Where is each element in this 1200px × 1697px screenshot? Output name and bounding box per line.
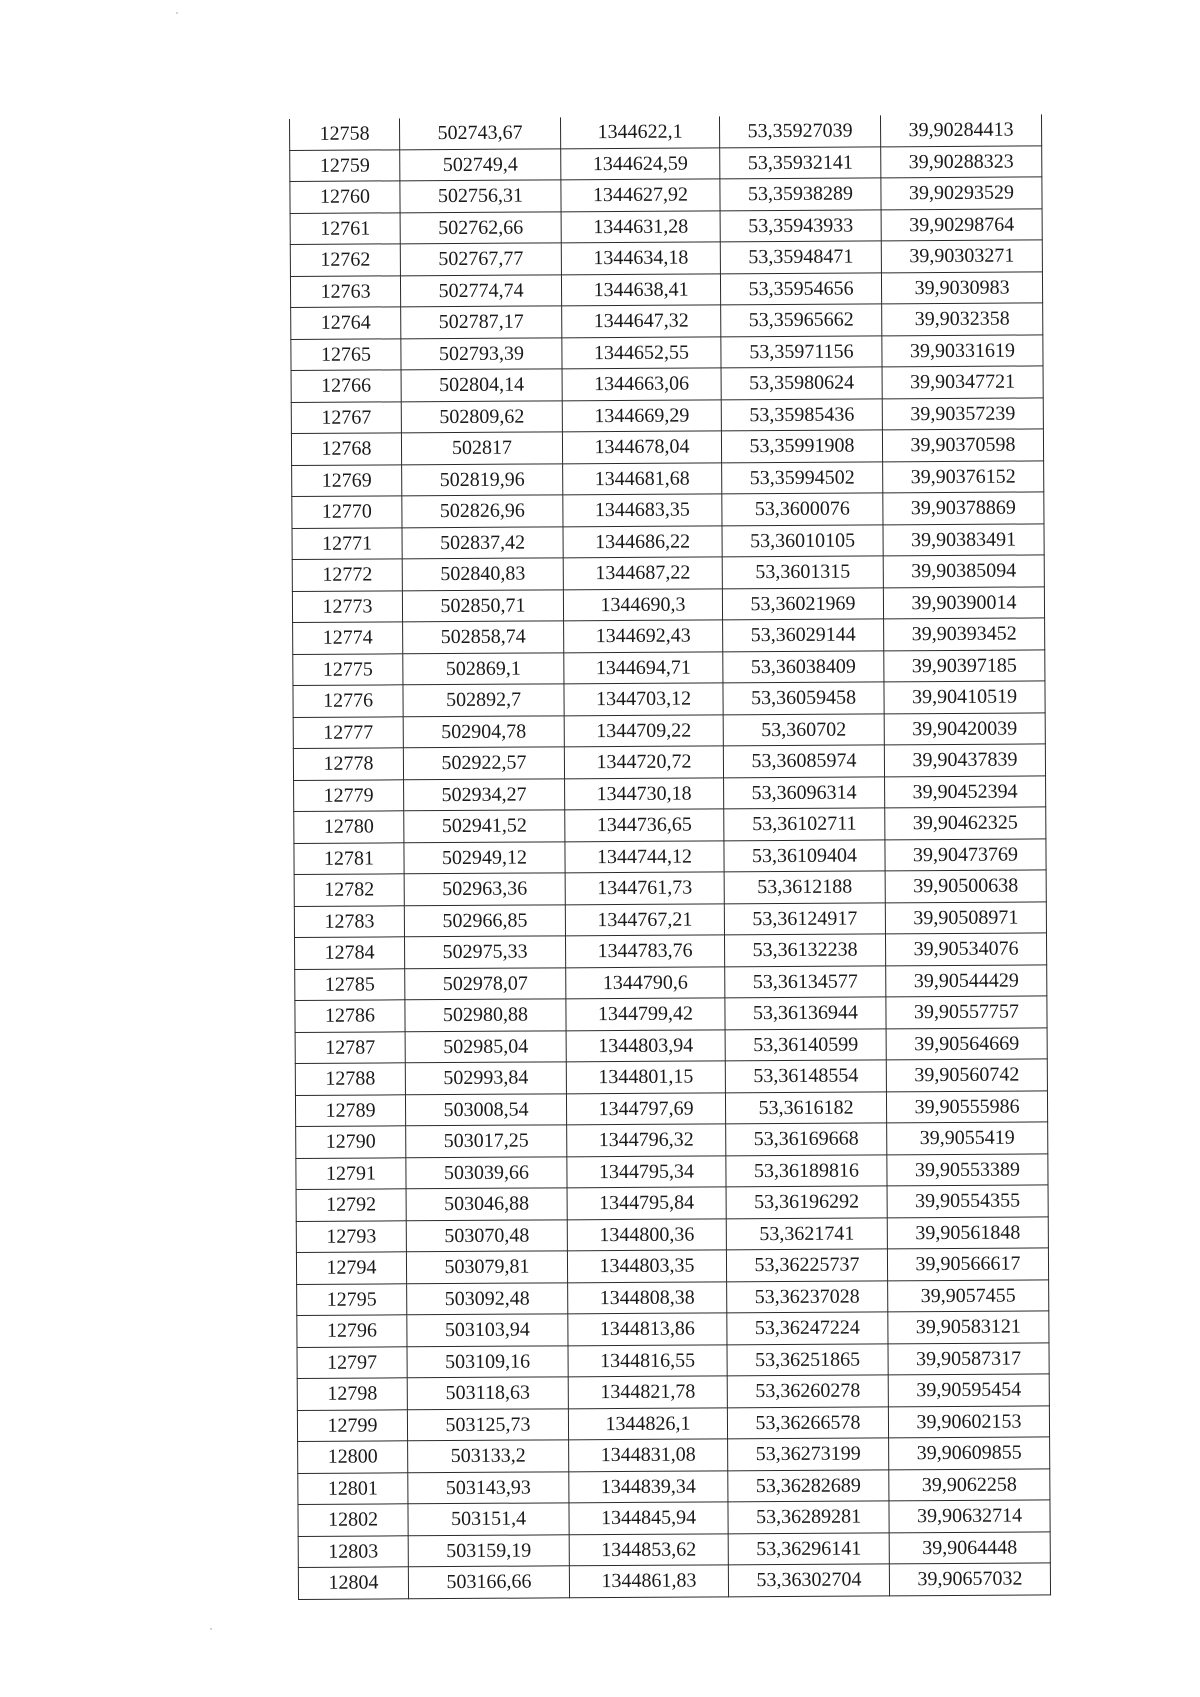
y-coordinate-cell: 1344631,28 — [561, 210, 720, 242]
table-row — [290, 177, 1042, 213]
latitude-cell: 53,36134577 — [725, 965, 886, 997]
y-coordinate-cell: 1344795,84 — [567, 1187, 726, 1219]
scan-speck — [176, 12, 178, 14]
y-coordinate-cell: 1344795,34 — [567, 1155, 726, 1187]
x-coordinate-cell: 502963,36 — [404, 873, 565, 905]
y-coordinate-cell: 1344709,22 — [564, 714, 723, 746]
table-row — [297, 1405, 1049, 1441]
latitude-cell: 53,36140599 — [725, 1028, 886, 1060]
x-coordinate-cell: 503151,4 — [408, 1503, 569, 1535]
latitude-cell: 53,36038409 — [723, 650, 884, 682]
longitude-cell: 39,90385094 — [883, 555, 1044, 587]
point-number-cell: 12797 — [297, 1346, 407, 1378]
y-coordinate-cell: 1344624,59 — [561, 147, 720, 179]
point-number-cell: 12773 — [292, 590, 402, 622]
y-coordinate-cell: 1344803,35 — [567, 1250, 726, 1282]
latitude-cell: 53,36109404 — [724, 839, 885, 871]
table-row — [293, 744, 1045, 780]
longitude-cell: 39,9055419 — [887, 1122, 1048, 1154]
table-row — [295, 1027, 1047, 1063]
y-coordinate-cell: 1344813,86 — [568, 1313, 727, 1345]
table-row — [295, 1090, 1047, 1126]
y-coordinate-cell: 1344736,65 — [565, 809, 724, 841]
y-coordinate-cell: 1344790,6 — [566, 966, 725, 998]
x-coordinate-cell: 502975,33 — [404, 936, 565, 968]
longitude-cell: 39,90602153 — [888, 1405, 1049, 1437]
table-row — [296, 1122, 1048, 1158]
longitude-cell: 39,90397185 — [884, 649, 1045, 681]
longitude-cell: 39,90298764 — [881, 208, 1042, 240]
x-coordinate-cell: 503046,88 — [406, 1188, 567, 1220]
x-coordinate-cell: 502858,74 — [403, 621, 564, 653]
point-number-cell: 12785 — [295, 968, 405, 1000]
latitude-cell: 53,36189816 — [726, 1154, 887, 1186]
latitude-cell: 53,3621741 — [726, 1217, 887, 1249]
table-row — [295, 964, 1047, 1000]
x-coordinate-cell: 502756,31 — [400, 180, 561, 212]
latitude-cell: 53,35965662 — [721, 304, 882, 336]
latitude-cell: 53,35985436 — [721, 398, 882, 430]
point-number-cell: 12791 — [296, 1157, 406, 1189]
y-coordinate-cell: 1344783,76 — [565, 935, 724, 967]
point-number-cell: 12780 — [294, 811, 404, 843]
longitude-cell: 39,90564669 — [886, 1027, 1047, 1059]
x-coordinate-cell: 503092,48 — [407, 1282, 568, 1314]
longitude-cell: 39,90500638 — [885, 870, 1046, 902]
x-coordinate-cell: 502819,96 — [402, 463, 563, 495]
x-coordinate-cell: 502922,57 — [403, 747, 564, 779]
x-coordinate-cell: 502762,66 — [400, 211, 561, 243]
table-row — [290, 208, 1042, 244]
y-coordinate-cell: 1344694,71 — [564, 651, 723, 683]
longitude-cell: 39,9062258 — [889, 1468, 1050, 1500]
table-row — [293, 618, 1045, 654]
longitude-cell: 39,90293529 — [881, 177, 1042, 209]
x-coordinate-cell: 502749,4 — [400, 148, 561, 180]
y-coordinate-cell: 1344681,68 — [563, 462, 722, 494]
table-row — [298, 1500, 1050, 1536]
latitude-cell: 53,36029144 — [723, 619, 884, 651]
x-coordinate-cell: 502892,7 — [403, 684, 564, 716]
point-number-cell: 12803 — [298, 1535, 408, 1567]
longitude-cell: 39,90452394 — [885, 775, 1046, 807]
x-coordinate-cell: 502826,96 — [402, 495, 563, 527]
point-number-cell: 12777 — [293, 716, 403, 748]
x-coordinate-cell: 503039,66 — [406, 1156, 567, 1188]
table-row — [295, 1059, 1047, 1095]
table-row — [296, 1216, 1048, 1252]
latitude-cell: 53,360702 — [723, 713, 884, 745]
point-number-cell: 12802 — [298, 1504, 408, 1536]
longitude-cell: 39,90370598 — [882, 429, 1043, 461]
latitude-cell: 53,36136944 — [725, 997, 886, 1029]
y-coordinate-cell: 1344796,32 — [567, 1124, 726, 1156]
x-coordinate-cell: 503079,81 — [406, 1251, 567, 1283]
point-number-cell: 12790 — [296, 1126, 406, 1158]
table-row — [296, 1248, 1048, 1284]
latitude-cell: 53,35954656 — [720, 272, 881, 304]
longitude-cell: 39,9064448 — [889, 1531, 1050, 1563]
y-coordinate-cell: 1344622,1 — [560, 116, 719, 148]
y-coordinate-cell: 1344663,06 — [562, 368, 721, 400]
point-number-cell: 12768 — [291, 433, 401, 465]
coordinates-table-body — [290, 114, 1051, 1599]
longitude-cell: 39,90557757 — [886, 996, 1047, 1028]
point-number-cell: 12764 — [291, 307, 401, 339]
x-coordinate-cell: 503166,66 — [408, 1566, 569, 1598]
longitude-cell: 39,90390014 — [883, 586, 1044, 618]
point-number-cell: 12759 — [290, 149, 400, 181]
latitude-cell: 53,35980624 — [721, 367, 882, 399]
point-number-cell: 12782 — [294, 874, 404, 906]
longitude-cell: 39,90357239 — [882, 397, 1043, 429]
x-coordinate-cell: 502993,84 — [405, 1062, 566, 1094]
x-coordinate-cell: 502966,85 — [404, 904, 565, 936]
longitude-cell: 39,90383491 — [883, 523, 1044, 555]
x-coordinate-cell: 503103,94 — [407, 1314, 568, 1346]
longitude-cell: 39,90288323 — [881, 145, 1042, 177]
x-coordinate-cell: 503133,2 — [408, 1440, 569, 1472]
table-row — [296, 1185, 1048, 1221]
y-coordinate-cell: 1344703,12 — [564, 683, 723, 715]
point-number-cell: 12776 — [293, 685, 403, 717]
longitude-cell: 39,90554355 — [887, 1185, 1048, 1217]
latitude-cell: 53,3600076 — [722, 493, 883, 525]
scan-speck — [210, 1628, 212, 1630]
x-coordinate-cell: 503109,16 — [407, 1345, 568, 1377]
latitude-cell: 53,36169668 — [726, 1123, 887, 1155]
longitude-cell: 39,90561848 — [887, 1216, 1048, 1248]
x-coordinate-cell: 502817 — [401, 432, 562, 464]
x-coordinate-cell: 502787,17 — [401, 306, 562, 338]
latitude-cell: 53,36059458 — [723, 682, 884, 714]
y-coordinate-cell: 1344652,55 — [562, 336, 721, 368]
y-coordinate-cell: 1344638,41 — [561, 273, 720, 305]
latitude-cell: 53,36132238 — [724, 934, 885, 966]
table-row — [294, 807, 1046, 843]
y-coordinate-cell: 1344816,55 — [568, 1344, 727, 1376]
longitude-cell: 39,90376152 — [883, 460, 1044, 492]
table-row — [292, 460, 1044, 496]
y-coordinate-cell: 1344634,18 — [561, 242, 720, 274]
latitude-cell: 53,35927039 — [719, 115, 880, 147]
point-number-cell: 12770 — [292, 496, 402, 528]
point-number-cell: 12758 — [290, 118, 400, 150]
point-number-cell: 12783 — [294, 905, 404, 937]
table-row — [294, 933, 1046, 969]
table-row — [297, 1342, 1049, 1378]
latitude-cell: 53,35991908 — [721, 430, 882, 462]
latitude-cell: 53,36102711 — [724, 808, 885, 840]
table-row — [294, 870, 1046, 906]
longitude-cell: 39,90566617 — [887, 1248, 1048, 1280]
table-row — [298, 1468, 1050, 1504]
table-row — [295, 996, 1047, 1032]
longitude-cell: 39,90462325 — [885, 807, 1046, 839]
longitude-cell: 39,90587317 — [888, 1342, 1049, 1374]
latitude-cell: 53,3616182 — [725, 1091, 886, 1123]
x-coordinate-cell: 502869,1 — [403, 652, 564, 684]
point-number-cell: 12763 — [290, 275, 400, 307]
point-number-cell: 12795 — [297, 1283, 407, 1315]
point-number-cell: 12771 — [292, 527, 402, 559]
point-number-cell: 12760 — [290, 181, 400, 213]
longitude-cell: 39,90609855 — [889, 1437, 1050, 1469]
x-coordinate-cell: 502850,71 — [402, 589, 563, 621]
y-coordinate-cell: 1344730,18 — [565, 777, 724, 809]
longitude-cell: 39,90595454 — [888, 1374, 1049, 1406]
y-coordinate-cell: 1344686,22 — [563, 525, 722, 557]
latitude-cell: 53,36260278 — [727, 1375, 888, 1407]
y-coordinate-cell: 1344761,73 — [565, 872, 724, 904]
y-coordinate-cell: 1344800,36 — [567, 1218, 726, 1250]
coordinates-table — [289, 114, 1051, 1599]
longitude-cell: 39,90347721 — [882, 366, 1043, 398]
y-coordinate-cell: 1344720,72 — [564, 746, 723, 778]
latitude-cell: 53,36302704 — [728, 1564, 889, 1596]
point-number-cell: 12762 — [290, 244, 400, 276]
latitude-cell: 53,36273199 — [728, 1438, 889, 1470]
longitude-cell: 39,90583121 — [888, 1311, 1049, 1343]
table-row — [297, 1374, 1049, 1410]
x-coordinate-cell: 502980,88 — [405, 999, 566, 1031]
y-coordinate-cell: 1344799,42 — [566, 998, 725, 1030]
table-row — [291, 334, 1043, 370]
point-number-cell: 12761 — [290, 212, 400, 244]
x-coordinate-cell: 502949,12 — [404, 841, 565, 873]
longitude-cell: 39,90553389 — [887, 1153, 1048, 1185]
x-coordinate-cell: 503008,54 — [405, 1093, 566, 1125]
table-row — [292, 492, 1044, 528]
longitude-cell: 39,90410519 — [884, 681, 1045, 713]
point-number-cell: 12804 — [298, 1567, 408, 1599]
x-coordinate-cell: 502941,52 — [404, 810, 565, 842]
latitude-cell: 53,36096314 — [724, 776, 885, 808]
longitude-cell: 39,90331619 — [882, 334, 1043, 366]
longitude-cell: 39,90657032 — [889, 1563, 1050, 1595]
x-coordinate-cell: 503118,63 — [407, 1377, 568, 1409]
y-coordinate-cell: 1344690,3 — [563, 588, 722, 620]
latitude-cell: 53,36010105 — [722, 524, 883, 556]
latitude-cell: 53,35948471 — [720, 241, 881, 273]
point-number-cell: 12784 — [294, 937, 404, 969]
x-coordinate-cell: 503070,48 — [406, 1219, 567, 1251]
longitude-cell: 39,90473769 — [885, 838, 1046, 870]
latitude-cell: 53,36266578 — [727, 1406, 888, 1438]
point-number-cell: 12775 — [293, 653, 403, 685]
table-row — [290, 145, 1042, 181]
latitude-cell: 53,36247224 — [727, 1312, 888, 1344]
table-row — [293, 681, 1045, 717]
longitude-cell: 39,90420039 — [884, 712, 1045, 744]
table-row — [290, 271, 1042, 307]
longitude-cell: 39,9030983 — [881, 271, 1042, 303]
point-number-cell: 12788 — [295, 1063, 405, 1095]
y-coordinate-cell: 1344627,92 — [561, 179, 720, 211]
latitude-cell: 53,3601315 — [722, 556, 883, 588]
x-coordinate-cell: 502934,27 — [404, 778, 565, 810]
latitude-cell: 53,3612188 — [724, 871, 885, 903]
x-coordinate-cell: 503159,19 — [408, 1534, 569, 1566]
x-coordinate-cell: 502767,77 — [400, 243, 561, 275]
latitude-cell: 53,36225737 — [726, 1249, 887, 1281]
table-row — [290, 240, 1042, 276]
x-coordinate-cell: 503125,73 — [407, 1408, 568, 1440]
point-number-cell: 12779 — [294, 779, 404, 811]
table-row — [291, 429, 1043, 465]
x-coordinate-cell: 502743,67 — [399, 117, 560, 149]
y-coordinate-cell: 1344687,22 — [563, 557, 722, 589]
latitude-cell: 53,36237028 — [727, 1280, 888, 1312]
y-coordinate-cell: 1344669,29 — [562, 399, 721, 431]
table-row — [294, 838, 1046, 874]
longitude-cell: 39,90393452 — [884, 618, 1045, 650]
y-coordinate-cell: 1344647,32 — [562, 305, 721, 337]
latitude-cell: 53,36124917 — [724, 902, 885, 934]
table-row — [291, 397, 1043, 433]
longitude-cell: 39,90303271 — [881, 240, 1042, 272]
longitude-cell: 39,90284413 — [880, 114, 1041, 146]
y-coordinate-cell: 1344821,78 — [568, 1376, 727, 1408]
x-coordinate-cell: 503143,93 — [408, 1471, 569, 1503]
table-row — [298, 1563, 1050, 1599]
longitude-cell: 39,90560742 — [886, 1059, 1047, 1091]
y-coordinate-cell: 1344797,69 — [566, 1092, 725, 1124]
y-coordinate-cell: 1344853,62 — [569, 1533, 728, 1565]
x-coordinate-cell: 502774,74 — [400, 274, 561, 306]
point-number-cell: 12781 — [294, 842, 404, 874]
table-row — [298, 1531, 1050, 1567]
latitude-cell: 53,36085974 — [723, 745, 884, 777]
point-number-cell: 12801 — [298, 1472, 408, 1504]
latitude-cell: 53,36251865 — [727, 1343, 888, 1375]
latitude-cell: 53,36021969 — [722, 587, 883, 619]
longitude-cell: 39,90534076 — [885, 933, 1046, 965]
x-coordinate-cell: 502793,39 — [401, 337, 562, 369]
point-number-cell: 12792 — [296, 1189, 406, 1221]
point-number-cell: 12789 — [295, 1094, 405, 1126]
x-coordinate-cell: 502804,14 — [401, 369, 562, 401]
x-coordinate-cell: 502809,62 — [401, 400, 562, 432]
point-number-cell: 12796 — [297, 1315, 407, 1347]
x-coordinate-cell: 502978,07 — [405, 967, 566, 999]
y-coordinate-cell: 1344744,12 — [565, 840, 724, 872]
longitude-cell: 39,90437839 — [884, 744, 1045, 776]
longitude-cell: 39,9032358 — [882, 303, 1043, 335]
latitude-cell: 53,36282689 — [728, 1469, 889, 1501]
table-row — [294, 901, 1046, 937]
table-row — [297, 1311, 1049, 1347]
y-coordinate-cell: 1344692,43 — [564, 620, 723, 652]
x-coordinate-cell: 502904,78 — [403, 715, 564, 747]
point-number-cell: 12786 — [295, 1000, 405, 1032]
point-number-cell: 12769 — [292, 464, 402, 496]
x-coordinate-cell: 503017,25 — [406, 1125, 567, 1157]
table-row — [291, 303, 1043, 339]
y-coordinate-cell: 1344767,21 — [565, 903, 724, 935]
longitude-cell: 39,90632714 — [889, 1500, 1050, 1532]
latitude-cell: 53,36289281 — [728, 1501, 889, 1533]
latitude-cell: 53,36296141 — [728, 1532, 889, 1564]
table-row — [297, 1279, 1049, 1315]
point-number-cell: 12767 — [291, 401, 401, 433]
y-coordinate-cell: 1344683,35 — [563, 494, 722, 526]
y-coordinate-cell: 1344845,94 — [569, 1502, 728, 1534]
latitude-cell: 53,35938289 — [720, 178, 881, 210]
table-row — [296, 1153, 1048, 1189]
latitude-cell: 53,35932141 — [720, 146, 881, 178]
point-number-cell: 12799 — [297, 1409, 407, 1441]
latitude-cell: 53,35971156 — [721, 335, 882, 367]
y-coordinate-cell: 1344826,1 — [568, 1407, 727, 1439]
table-row — [294, 775, 1046, 811]
y-coordinate-cell: 1344831,08 — [569, 1439, 728, 1471]
point-number-cell: 12794 — [296, 1252, 406, 1284]
x-coordinate-cell: 502840,83 — [402, 558, 563, 590]
table-row — [293, 712, 1045, 748]
point-number-cell: 12774 — [293, 622, 403, 654]
y-coordinate-cell: 1344803,94 — [566, 1029, 725, 1061]
point-number-cell: 12787 — [295, 1031, 405, 1063]
point-number-cell: 12800 — [298, 1441, 408, 1473]
table-row — [298, 1437, 1050, 1473]
table-row — [292, 555, 1044, 591]
point-number-cell: 12772 — [292, 559, 402, 591]
longitude-cell: 39,90378869 — [883, 492, 1044, 524]
table-row — [290, 114, 1042, 150]
table-row — [292, 523, 1044, 559]
longitude-cell: 39,90508971 — [885, 901, 1046, 933]
point-number-cell: 12798 — [297, 1378, 407, 1410]
table-row — [292, 586, 1044, 622]
longitude-cell: 39,9057455 — [888, 1279, 1049, 1311]
y-coordinate-cell: 1344678,04 — [562, 431, 721, 463]
latitude-cell: 53,36196292 — [726, 1186, 887, 1218]
point-number-cell: 12778 — [293, 748, 403, 780]
y-coordinate-cell: 1344861,83 — [569, 1565, 728, 1597]
point-number-cell: 12793 — [296, 1220, 406, 1252]
coordinates-table-container — [289, 114, 1051, 1599]
y-coordinate-cell: 1344801,15 — [566, 1061, 725, 1093]
table-row — [291, 366, 1043, 402]
x-coordinate-cell: 502837,42 — [402, 526, 563, 558]
y-coordinate-cell: 1344839,34 — [569, 1470, 728, 1502]
y-coordinate-cell: 1344808,38 — [568, 1281, 727, 1313]
longitude-cell: 39,90555986 — [886, 1090, 1047, 1122]
point-number-cell: 12766 — [291, 370, 401, 402]
latitude-cell: 53,35994502 — [722, 461, 883, 493]
longitude-cell: 39,90544429 — [886, 964, 1047, 996]
latitude-cell: 53,35943933 — [720, 209, 881, 241]
x-coordinate-cell: 502985,04 — [405, 1030, 566, 1062]
latitude-cell: 53,36148554 — [725, 1060, 886, 1092]
table-row — [293, 649, 1045, 685]
point-number-cell: 12765 — [291, 338, 401, 370]
